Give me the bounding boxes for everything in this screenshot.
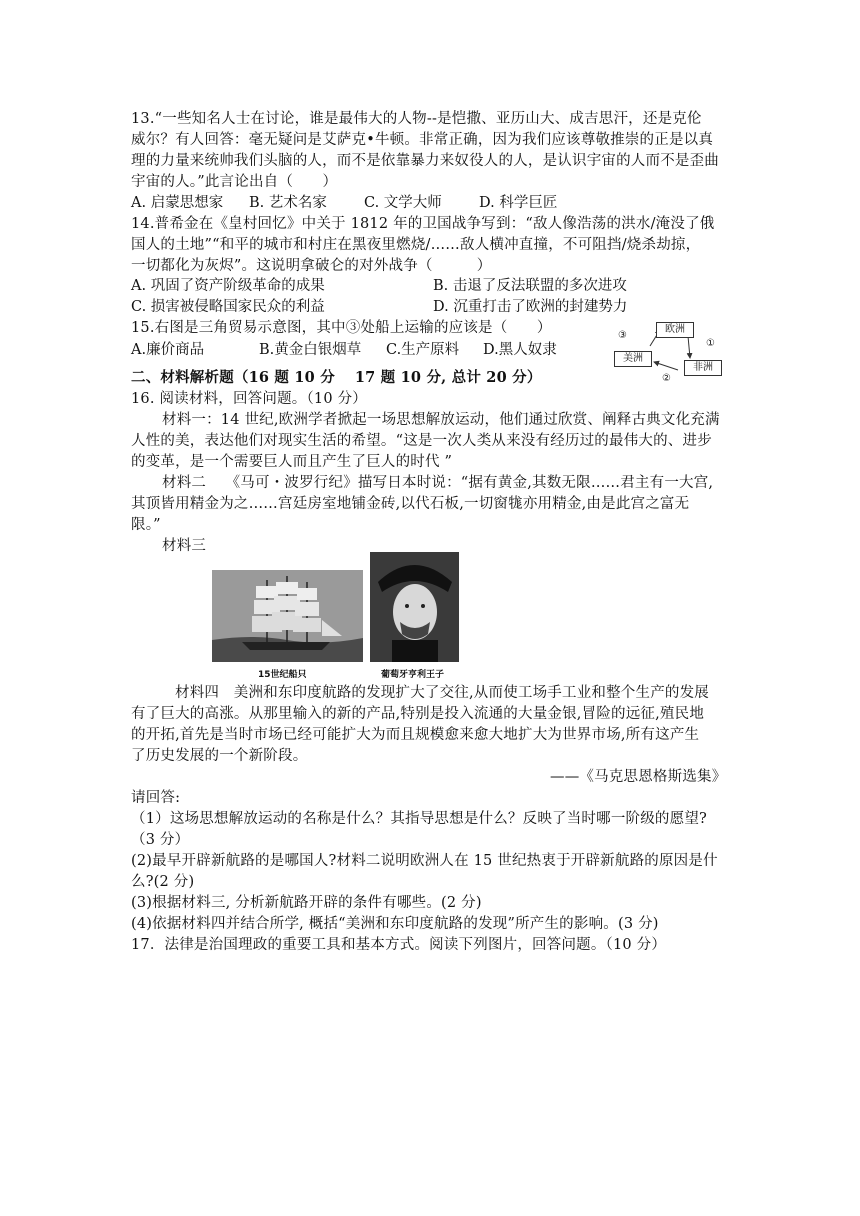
q14-line-1: 14.普希金在《皇村回忆》中关于 1812 年的卫国战争写到：“敌人像浩荡的洪水/淹没了俄 [131,216,715,232]
q16-m1-line-3: 的变革，是一个需要巨人而且产生了巨人的时代 ” [131,454,453,470]
q16-m3-label: 材料三 [162,538,207,554]
q16-source: ——《马克思恩格斯选集》 [550,769,727,785]
q14-option-d: D. 沉重打击了欧洲的封建势力 [433,299,628,315]
q16-m4-line-1: 材料四 美洲和东印度航路的发现扩大了交往,从而使工场手工业和整个生产的发展 [175,685,710,701]
portrait-illustration [370,552,459,662]
q13-option-d: D. 科学巨匠 [479,195,558,211]
q16-m4-line-2: 有了巨大的高涨。从那里输入的新的产品,特别是投入流通的大量金银,冒险的远征,殖民地 [131,706,705,722]
q16-question-3: (3)根据材料三, 分析新航路开辟的条件有哪些。(2 分) [131,895,482,911]
q16-m4-line-4: 了历史发展的一个新阶段。 [131,748,308,764]
q13-line-4: 宇宙的人。”此言论出自（ ） [131,174,338,190]
q15-option-a: A.廉价商品 [131,342,205,358]
arrow-africa-america [654,362,678,370]
q16-m1-line-2: 人性的美，表达他们对现实生活的希望。“这是一次人类从来没有经历过的最伟大的、进步 [131,433,712,449]
q16-m2-line-3: 限。” [131,517,161,533]
q13-option-c: C. 文学大师 [364,195,442,211]
q13-option-a: A. 启蒙思想家 [131,195,224,211]
triangle-trade-diagram [610,318,730,388]
q14-line-3: 一切都化为灰烬”。这说明拿破仑的对外战争（ ） [131,258,492,274]
q16-intro: 16. 阅读材料，回答问题。（10 分） [131,391,367,407]
q13-line-3: 理的力量来统帅我们头脑的人，而不是依靠暴力来奴役人的人，是认识宇宙的人而不是歪曲 [131,153,719,169]
portrait-caption: 葡萄牙亨利王子 [381,670,445,680]
box-europe: 欧洲 [656,322,694,338]
box-america: 美洲 [614,351,652,367]
q16-question-1: （1）这场思想解放运动的名称是什么？其指导思想是什么？反映了当时哪一阶级的愿望? [131,811,707,827]
q16-question-2-score: 么?(2 分) [131,874,195,890]
q16-question-4: (4)依据材料四并结合所学, 概括“美洲和东印度航路的发现”所产生的影响。(3 分) [131,916,659,932]
prince-henry-portrait [370,552,459,662]
q14-option-b: B. 击退了反法联盟的多次进攻 [433,278,627,294]
q16-m2-line-1: 材料二 《马可・波罗行纪》描写日本时说：“据有黄金,其数无限……君主有一大宫, [162,475,714,491]
sailing-ship-illustration [212,570,363,662]
q16-ask: 请回答: [131,790,181,806]
label-1: ① [706,338,715,349]
q15-option-b: B.黄金白银烟草 [259,342,362,358]
section-2-heading: 二、材料解析题（16 题 10 分 17 题 10 分, 总计 20 分） [131,369,542,386]
q15-line: 15.右图是三角贸易示意图，其中③处船上运输的应该是（ ） [131,320,552,336]
q16-question-2: (2)最早开辟新航路的是哪国人?材料二说明欧洲人在 15 世纪热衷于开辟新航路的原因是什 [131,853,718,869]
q15-option-c: C.生产原料 [386,342,460,358]
arrow-europe-africa [688,336,690,358]
q16-m2-line-2: 其顶皆用精金为之……宫廷房室地铺金砖,以代石板,一切窗牻亦用精金,由是此宫之富无 [131,496,690,512]
q13-option-b: B. 艺术名家 [249,195,327,211]
q16-m4-line-3: 的开拓,首先是当时市场已经可能扩大为而且规模愈来愈大地扩大为世界市场,所有这产生 [131,727,700,743]
ship-image [212,570,363,662]
label-2: ② [662,373,671,384]
q16-m1-line-1: 材料一：14 世纪,欧洲学者掀起一场思想解放运动，他们通过欣赏、阐释古典文化充满 [162,412,720,428]
q13-line-1: 13.“一些知名人士在讨论，谁是最伟大的人物--是恺撒、亚历山大、成吉思汗，还是克伦 [131,111,702,127]
label-3: ③ [618,330,627,341]
q14-option-c: C. 损害被侵略国家民众的利益 [131,299,325,315]
q14-line-2: 国人的土地”“和平的城市和村庄在黑夜里燃烧/……敌人横冲直撞，不可阻挡/烧杀劫掠， [131,237,701,253]
q14-option-a: A. 巩固了资产阶级革命的成果 [131,278,325,294]
q13-line-2: 威尔？有人回答：毫无疑问是艾萨克•牛顿。非常正确，因为我们应该尊敬推崇的正是以真 [131,132,714,148]
box-africa: 非洲 [684,360,722,376]
ship-caption: 15世纪船只 [258,670,307,680]
q17-line: 17．法律是治国理政的重要工具和基本方式。阅读下列图片，回答问题。（10 分） [131,937,667,953]
q16-question-1-score: （3 分） [131,832,190,848]
q15-option-d: D.黑人奴隶 [483,342,557,358]
